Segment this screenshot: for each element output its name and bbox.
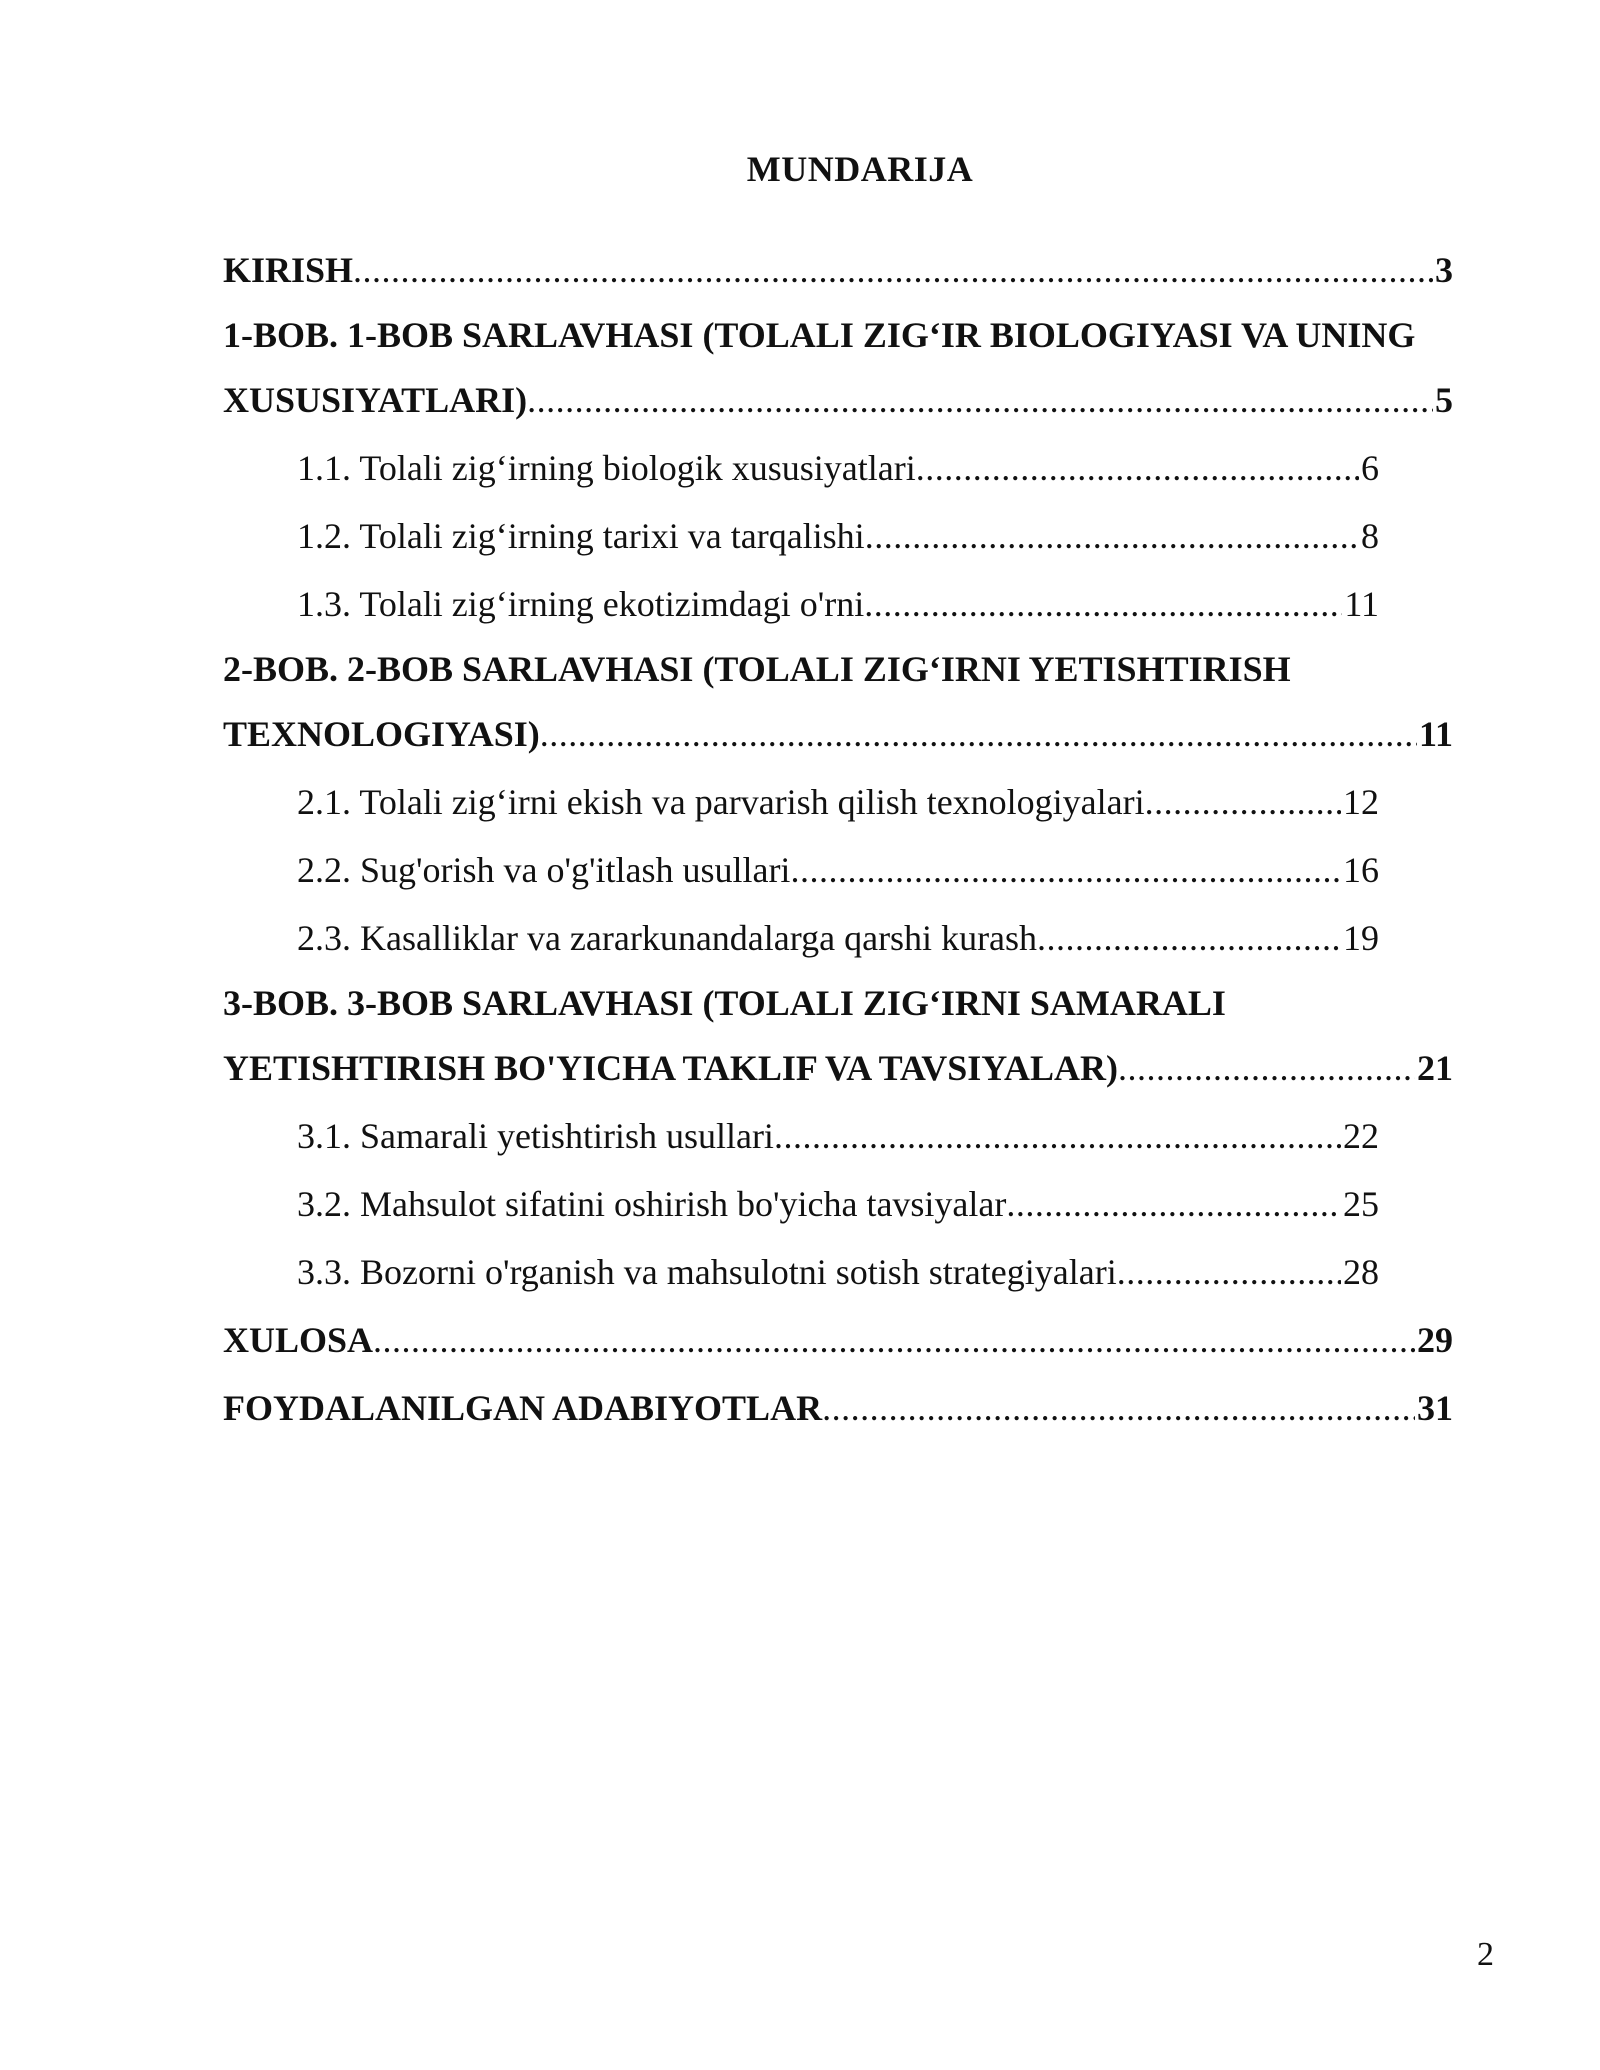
- dot-leader: [864, 570, 1342, 638]
- toc-entry: [223, 366, 1453, 434]
- toc-entry-label: 2.3. Kasalliklar va zararkunandalarga qarshi kurash: [297, 918, 1038, 958]
- toc-subentry: [223, 768, 1379, 836]
- toc-entry-label: 2-BOB. 2-BOB SARLAVHASI (TOLALI ZIG‘IRNI YETISHTIRISH: [223, 649, 1291, 689]
- dot-leader: [540, 700, 1417, 768]
- toc-subentry: [223, 434, 1379, 502]
- toc-entry-label: XULOSA: [223, 1320, 374, 1360]
- dot-leader: [865, 502, 1359, 570]
- dot-leader: [353, 236, 1433, 304]
- toc-entry-label: 3.1. Samarali yetishtirish usullari: [297, 1116, 774, 1156]
- toc-entry-label: 2.1. Tolali zig‘irni ekish va parvarish qilish texnologiyalari: [297, 782, 1145, 822]
- toc-entry-page: 12: [1343, 782, 1379, 822]
- toc-entry: [223, 972, 1453, 1034]
- toc-entry-label: 1.1. Tolali zig‘irning biologik xususiyatlari: [297, 448, 916, 488]
- toc-entry-label: 3-BOB. 3-BOB SARLAVHASI (TOLALI ZIG‘IRNI SAMARALI: [223, 983, 1226, 1023]
- toc-subentry: [223, 570, 1379, 638]
- toc-entry-label: 1-BOB. 1-BOB SARLAVHASI (TOLALI ZIG‘IR BIOLOGIYASI VA UNING: [223, 315, 1416, 355]
- toc-entry-page: 29: [1417, 1320, 1453, 1360]
- toc-entry-page: 19: [1343, 918, 1379, 958]
- toc-entry: [223, 236, 1453, 304]
- toc-entry-page: 8: [1361, 516, 1379, 556]
- toc-entry-label: 1.3. Tolali zig‘irning ekotizimdagi o'rni: [297, 584, 865, 624]
- toc-entry: [223, 304, 1453, 366]
- toc-entry-page: 11: [1344, 584, 1379, 624]
- dot-leader: [1145, 768, 1341, 836]
- toc-entry-label: XUSUSIYATLARI): [223, 380, 528, 420]
- toc-subentry: [223, 904, 1379, 972]
- toc-subentry: [223, 836, 1379, 904]
- toc-entry-page: 22: [1343, 1116, 1379, 1156]
- toc-entry-label: KIRISH: [223, 250, 354, 290]
- toc-entry-label: TEXNOLOGIYASI): [223, 714, 540, 754]
- page-title: MUNDARIJA: [746, 149, 974, 189]
- dot-leader: [527, 366, 1433, 434]
- dot-leader: [1006, 1170, 1341, 1238]
- dot-leader: [373, 1306, 1415, 1374]
- toc-entry: [223, 1034, 1453, 1102]
- toc-entry-page: 3: [1435, 250, 1453, 290]
- toc-entry: [223, 1306, 1453, 1374]
- toc-subentry: [223, 1238, 1379, 1306]
- toc-entry-label: YETISHTIRISH BO'YICHA TAKLIF VA TAVSIYALAR): [223, 1048, 1118, 1088]
- toc-entry-label: FOYDALANILGAN ADABIYOTLAR: [223, 1388, 823, 1428]
- dot-leader: [822, 1374, 1415, 1442]
- dot-leader: [916, 434, 1359, 502]
- toc-entry-label: 2.2. Sug'orish va o'g'itlash usullari: [297, 850, 791, 890]
- toc-entry-label: 3.2. Mahsulot sifatini oshirish bo'yicha tavsiyalar: [297, 1184, 1007, 1224]
- toc-entry-page: 11: [1418, 714, 1453, 754]
- dot-leader: [1117, 1238, 1341, 1306]
- toc-entry-page: 31: [1417, 1388, 1453, 1428]
- toc-entry: [223, 700, 1453, 768]
- dot-leader: [774, 1102, 1341, 1170]
- page-number: 2: [1477, 1936, 1494, 1973]
- toc-entry-page: 6: [1361, 448, 1379, 488]
- toc-subentry: [223, 1170, 1379, 1238]
- table-of-contents: [223, 236, 1453, 1442]
- toc-entry-page: 16: [1343, 850, 1379, 890]
- dot-leader: [1037, 904, 1341, 972]
- toc-subentry: [223, 502, 1379, 570]
- toc-subentry: [223, 1102, 1379, 1170]
- toc-entry-page: 25: [1343, 1184, 1379, 1224]
- dot-leader: [1118, 1034, 1415, 1102]
- toc-entry-label: 3.3. Bozorni o'rganish va mahsulotni sotish strategiyalari: [297, 1252, 1117, 1292]
- toc-entry: [223, 638, 1453, 700]
- toc-entry: [223, 1374, 1453, 1442]
- toc-entry-page: 5: [1435, 380, 1453, 420]
- toc-entry-page: 21: [1417, 1048, 1453, 1088]
- toc-entry-label: 1.2. Tolali zig‘irning tarixi va tarqalishi: [297, 516, 865, 556]
- toc-entry-page: 28: [1343, 1252, 1379, 1292]
- dot-leader: [790, 836, 1341, 904]
